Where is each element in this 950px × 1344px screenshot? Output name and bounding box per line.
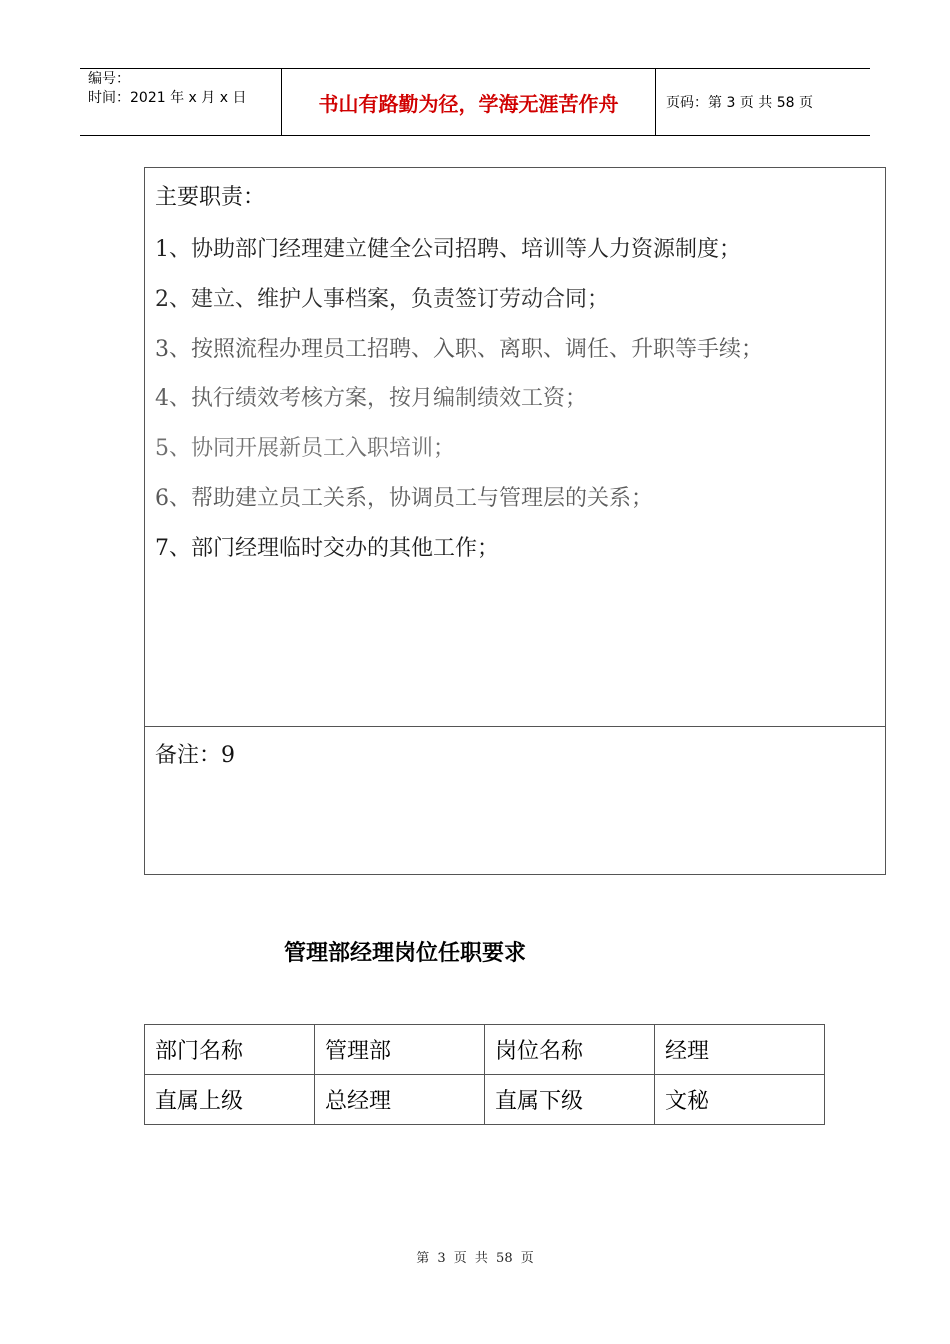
header-meta [80,69,282,135]
table-row [145,1025,825,1075]
code-label: 编号： [88,71,130,87]
duties-section [145,168,885,727]
duty-item: 7、部门经理临时交办的其他工作； [155,536,499,561]
table-row [145,1075,825,1125]
duty-item: 4、执行绩效考核方案，按月编制绩效工资； [155,386,587,411]
page-header [80,68,870,136]
requirements-title: 管理部经理岗位任职要求 [284,941,527,966]
table-cell: 部门名称 [145,1025,315,1075]
table-cell: 直属上级 [145,1075,315,1125]
duty-item: 5、协同开展新员工入职培训； [155,436,455,461]
header-page-info: 页码：第 3 页 共 58 页 [666,95,813,111]
page-footer: 第 3 页 共 58 页 [416,1251,534,1266]
requirements-table [144,1024,825,1125]
duty-item: 6、帮助建立员工关系，协调员工与管理层的关系； [155,486,653,511]
duty-item: 2、建立、维护人事档案，负责签订劳动合同； [155,287,609,312]
duty-item: 3、按照流程办理员工招聘、入职、离职、调任、升职等手续； [155,337,763,362]
table-cell: 管理部 [315,1025,485,1075]
table-cell: 岗位名称 [485,1025,655,1075]
remark: 备注：9 [155,743,235,768]
duties-title: 主要职责： [155,185,266,210]
duty-item: 1、协助部门经理建立健全公司招聘、培训等人力资源制度； [155,237,741,262]
time-label: 时间：2021 年 x 月 x 日 [88,90,247,106]
duties-box [144,167,886,875]
table-cell: 经理 [655,1025,825,1075]
table-cell: 总经理 [315,1075,485,1125]
header-motto: 书山有路勤为径，学海无涯苦作舟 [282,69,656,135]
table-cell: 直属下级 [485,1075,655,1125]
table-cell: 文秘 [655,1075,825,1125]
